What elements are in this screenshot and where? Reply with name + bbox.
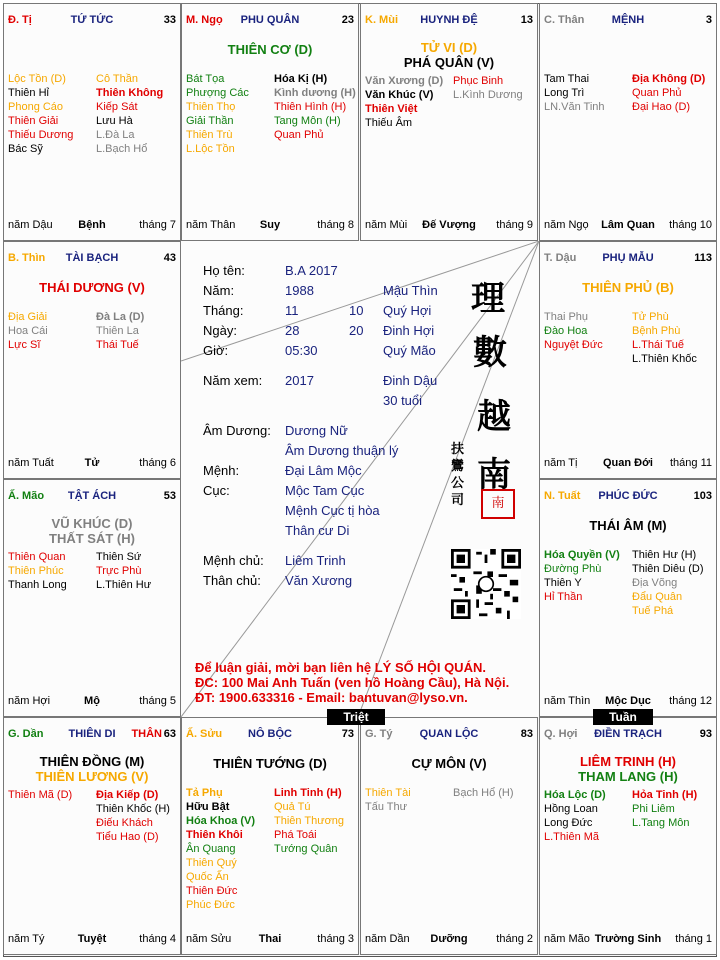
minor-star: Tướng Quân (274, 843, 338, 855)
minor-star: Phi Liêm (632, 803, 675, 815)
branch-label: G. Tý (365, 728, 393, 740)
info-label: Ngày: (203, 323, 237, 338)
palace-footer (365, 219, 533, 232)
minor-star: Thiên Quý (186, 857, 237, 869)
palace-score: 53 (163, 490, 176, 502)
branch-label: C. Thân (544, 14, 585, 26)
palace-cell-suu[interactable] (181, 717, 359, 955)
seal-char: 司 (451, 493, 465, 508)
palace-year: năm Thân (186, 219, 236, 231)
palace-footer (544, 933, 712, 946)
nam-xem-value: 2017 (285, 373, 314, 388)
minor-stars-left (186, 72, 272, 156)
minor-stars-right (96, 550, 181, 592)
seal-small-text (451, 441, 465, 509)
palace-footer (186, 933, 354, 946)
minor-stars-left (544, 788, 630, 844)
palace-footer (544, 695, 712, 708)
minor-star: Thiếu Dương (8, 129, 74, 141)
minor-star: L.Kình Dương (453, 89, 523, 101)
palace-month: tháng 3 (317, 933, 354, 945)
minor-star: Văn Khúc (V) (365, 89, 434, 101)
info-label: Họ tên: (203, 263, 245, 278)
palace-name: PHỤ MẪU (602, 252, 654, 264)
palace-month: tháng 7 (139, 219, 176, 231)
palace-month: tháng 2 (496, 933, 533, 945)
minor-star: L.Bạch Hổ (96, 143, 148, 155)
major-star: THÁI ÂM (M) (589, 518, 667, 533)
minor-star: Hoa Cái (8, 325, 48, 337)
minor-star: Thiên Đức (186, 885, 238, 897)
minor-star: Tang Môn (H) (274, 115, 341, 127)
palace-phase: Lâm Quan (601, 219, 655, 231)
minor-star: L.Tang Môn (632, 817, 690, 829)
minor-star: Hữu Bật (186, 801, 230, 813)
minor-star: Bác Sỹ (8, 143, 43, 155)
info-solar: B.A 2017 (285, 263, 338, 278)
minor-star: Long Đức (544, 817, 593, 829)
minor-star: Kình dương (H) (274, 87, 356, 99)
palace-name: TÀI BẠCH (65, 252, 119, 264)
minor-star: Địa Không (D) (632, 73, 706, 85)
palace-name: TẬT ÁCH (67, 490, 117, 502)
minor-star: Thiên Thương (274, 815, 345, 827)
palace-name: MỆNH (611, 14, 645, 26)
info-canchi: Đinh Hợi (383, 323, 435, 338)
palace-footer (544, 219, 712, 232)
palace-cell-thin[interactable] (3, 241, 181, 479)
minor-star: Hóa Kị (H) (274, 73, 328, 85)
palace-name: QUAN LỘC (419, 728, 479, 740)
palace-cell-ngo[interactable] (181, 3, 359, 241)
info-canchi: Quý Hợi (383, 303, 432, 318)
palace-year: năm Hợi (8, 695, 51, 707)
palace-month: tháng 10 (669, 219, 712, 231)
minor-star: Hỉ Thần (544, 591, 583, 603)
seal-char: 鸞 (451, 459, 465, 474)
info-label: Giờ: (203, 343, 229, 358)
contact-line-2: ĐC: 100 Mai Anh Tuấn (ven hồ Hoàng Cầu), Hà Nội. (195, 675, 510, 690)
contact-line-1: Để luận giải, mời bạn liên hệ LÝ SỐ HỘI QUÁN. (195, 660, 486, 675)
qr-code-icon[interactable] (451, 549, 521, 619)
minor-star: Thiên Khôi (186, 829, 243, 841)
branch-label: B. Thìn (8, 252, 46, 264)
minor-stars-left (544, 310, 630, 352)
palace-header (8, 14, 176, 28)
palace-header (8, 490, 176, 504)
minor-star: Đà La (D) (96, 311, 145, 323)
palace-cell-mao[interactable] (3, 479, 181, 717)
major-star: THIÊN TƯỚNG (D) (213, 756, 327, 771)
branch-label: M. Ngọ (186, 14, 223, 26)
info-canchi: Quý Mão (383, 343, 436, 358)
minor-star: Thiên Hỉ (8, 87, 49, 99)
calligraphy-4: 南 (477, 455, 511, 495)
major-star: VŨ KHÚC (D) (51, 516, 133, 531)
info-label: Năm: (203, 283, 235, 298)
minor-star: L.Thiên Khốc (632, 353, 697, 365)
minor-star: Thiên Mã (D) (8, 789, 73, 801)
palace-cell-ty[interactable] (360, 717, 538, 955)
palace-phase: Mộc Dục (605, 695, 651, 707)
major-star: THÁI DƯƠNG (V) (39, 280, 145, 295)
minor-star: Quốc Ấn (186, 871, 229, 883)
minor-stars-right (453, 786, 538, 800)
minor-stars-right (632, 72, 717, 114)
minor-star: Bạch Hổ (H) (453, 787, 514, 799)
minor-stars-left (8, 788, 94, 802)
contact-block (195, 660, 509, 705)
triet-marker: Triệt (327, 709, 385, 725)
minor-star: Tả Phụ (186, 787, 223, 799)
palace-name: PHÚC ĐỨC (598, 490, 658, 502)
seal-char: 公 (451, 476, 465, 491)
minor-star: Thiên Hư (H) (632, 549, 697, 561)
red-seal-stamp: 南 (481, 489, 515, 519)
minor-star: Thái Tuế (96, 339, 139, 351)
info-solar: 28 (285, 323, 300, 338)
minor-star: Thiên Không (96, 87, 164, 99)
major-star: THIÊN LƯƠNG (V) (35, 769, 149, 784)
minor-star: Nguyệt Đức (544, 339, 603, 351)
am-duong-label: Âm Dương: (203, 423, 271, 438)
palace-phase: Mộ (84, 695, 100, 707)
minor-stars-right (453, 74, 538, 102)
palace-month: tháng 8 (317, 219, 354, 231)
minor-star: Tam Thai (544, 73, 590, 85)
minor-star: Thiên Phúc (8, 565, 64, 577)
branch-label: N. Tuất (544, 490, 581, 502)
palace-footer (544, 457, 712, 470)
palace-year: năm Mão (544, 933, 590, 945)
minor-stars-left (8, 550, 94, 592)
minor-star: Thai Phụ (544, 311, 589, 323)
major-star: THẤT SÁT (H) (49, 531, 135, 546)
center-info-panel (181, 241, 539, 717)
tuan-marker: Tuần (593, 709, 653, 725)
palace-cell-dan[interactable] (3, 717, 181, 955)
minor-star: Thiên Quan (8, 551, 66, 563)
calligraphy-1: 理 (471, 279, 505, 319)
nam-xem-canchi: Đinh Dậu (383, 373, 438, 388)
minor-stars-left (544, 72, 630, 114)
minor-star: Đường Phù (544, 563, 602, 575)
minor-star: Lưu Hà (96, 115, 133, 127)
palace-year: năm Dần (365, 933, 410, 945)
palace-footer (365, 933, 533, 946)
cuc-relation: Mệnh Cục tị hòa (285, 503, 380, 518)
palace-name: TỨ TỨC (70, 14, 114, 26)
major-star: THIÊN PHỦ (B) (582, 280, 674, 295)
palace-score: 113 (694, 252, 712, 264)
minor-stars-right (632, 548, 717, 618)
palace-header (544, 728, 712, 742)
palace-footer (186, 219, 354, 232)
menh-value: Đại Lâm Mộc (285, 463, 362, 478)
minor-stars-right (274, 786, 359, 856)
palace-phase: Thai (258, 933, 282, 945)
minor-star: Hóa Quyền (V) (544, 549, 620, 561)
minor-star: Thiên Sứ (96, 551, 142, 563)
minor-star: Phúc Đức (186, 899, 235, 911)
age-text: 30 tuổi (383, 393, 423, 408)
palace-score: 43 (163, 252, 176, 264)
minor-stars-left (8, 310, 94, 352)
palace-score: 63 (163, 728, 176, 740)
minor-stars-right (96, 788, 181, 844)
palace-year: năm Tý (8, 933, 45, 945)
minor-star: Hóa Lộc (D) (544, 789, 606, 801)
info-solar: 05:30 (285, 343, 318, 358)
minor-star: Thiên Tài (365, 787, 411, 799)
seal-char: 扶 (451, 442, 465, 457)
menh-label: Mệnh: (203, 463, 240, 478)
minor-star: Thiên Diêu (D) (632, 563, 704, 575)
minor-star: Phục Binh (453, 75, 504, 87)
palace-score: 13 (520, 14, 533, 26)
info-lunar: 20 (349, 323, 364, 338)
palace-phase: Tuyệt (77, 933, 107, 945)
minor-star: L.Thiên Hư (96, 579, 152, 591)
minor-star: Hỏa Tinh (H) (632, 789, 698, 801)
palace-name: ĐIỀN TRẠCH (594, 728, 662, 740)
minor-star: Cô Thần (96, 73, 138, 85)
cuc-value: Mộc Tam Cục (285, 483, 365, 498)
minor-star: Điếu Khách (96, 817, 153, 829)
minor-star: Thiên Y (544, 577, 582, 589)
palace-phase: Đế Vượng (422, 219, 476, 231)
palace-phase: Trường Sinh (594, 933, 662, 945)
minor-star: Phong Cáo (8, 101, 64, 113)
minor-star: Lộc Tồn (D) (8, 73, 66, 85)
palace-year: năm Thìn (544, 695, 591, 707)
branch-label: T. Dậu (544, 252, 577, 264)
minor-star: Địa Kiếp (D) (96, 789, 159, 801)
info-lunar: 10 (349, 303, 364, 318)
palace-score: 73 (341, 728, 354, 740)
info-label: Tháng: (203, 303, 244, 318)
minor-star: Hồng Loan (544, 803, 598, 815)
minor-star: Tử Phù (632, 311, 669, 323)
palace-month: tháng 6 (139, 457, 176, 469)
palace-header (186, 14, 354, 28)
am-duong-note: Âm Dương thuận lý (285, 443, 399, 458)
minor-stars-left (8, 72, 94, 156)
palace-header (365, 728, 533, 742)
palace-cell-ti[interactable] (3, 3, 181, 241)
minor-star: Lực Sĩ (8, 339, 41, 351)
minor-stars-right (96, 310, 181, 352)
branch-label: Q. Hợi (544, 728, 578, 740)
palace-phase: Bệnh (78, 219, 106, 231)
minor-star: Thiên Giải (8, 115, 59, 127)
minor-star: Thiên Khốc (H) (96, 803, 170, 815)
cuc-label: Cục: (203, 483, 230, 498)
minor-stars-left (186, 786, 272, 912)
info-solar: 1988 (285, 283, 314, 298)
minor-star: LN.Văn Tinh (544, 101, 605, 113)
minor-star: Hóa Khoa (V) (186, 815, 256, 827)
minor-star: Địa Giải (8, 311, 48, 323)
palace-name: HUYNH ĐỆ (420, 14, 478, 26)
major-star: PHÁ QUÂN (V) (403, 55, 495, 70)
palace-cell-than[interactable] (539, 3, 717, 241)
info-canchi: Mậu Thìn (383, 283, 438, 298)
palace-phase: Tử (84, 457, 100, 469)
palace-footer (8, 219, 176, 232)
minor-star: Thanh Long (8, 579, 67, 591)
minor-stars-right (274, 72, 359, 142)
minor-star: Tuế Phá (632, 605, 674, 617)
than-chu-value: Văn Xương (285, 573, 353, 588)
minor-star: L.Lộc Tồn (186, 143, 235, 155)
info-solar: 11 (285, 303, 299, 318)
minor-star: L.Thiên Mã (544, 831, 600, 843)
minor-star: L.Đà La (96, 129, 135, 141)
palace-header (8, 252, 176, 266)
palace-year: năm Mùi (365, 219, 408, 231)
minor-star: Thiên Việt (365, 103, 418, 115)
palace-score: 93 (699, 728, 712, 740)
palace-month: tháng 11 (669, 457, 712, 469)
minor-stars-right (632, 788, 717, 830)
palace-name: NÔ BỘC (248, 728, 292, 740)
menh-chu-value: Liêm Trinh (285, 553, 346, 568)
palace-header (8, 728, 176, 742)
major-star: THIÊN ĐỒNG (M) (39, 754, 145, 769)
minor-star: Phá Toái (274, 829, 317, 841)
calligraphy-3: 越 (477, 397, 511, 437)
calligraphy-2: 數 (473, 333, 507, 373)
menh-chu-label: Mệnh chủ: (203, 553, 264, 568)
branch-label: G. Dần (8, 728, 44, 740)
minor-star: Kiếp Sát (96, 101, 138, 113)
major-star: THAM LANG (H) (578, 769, 678, 784)
palace-header (544, 252, 712, 266)
palace-score: 33 (163, 14, 176, 26)
minor-star: Thiên Trù (186, 129, 233, 141)
palace-phase: Quan Đới (603, 457, 653, 469)
than-cu: Thân cư Di (285, 523, 350, 538)
minor-stars-right (96, 72, 181, 156)
minor-star: Thiếu Âm (365, 117, 413, 129)
minor-star: Bát Tọa (186, 73, 225, 85)
minor-star: Thiên La (96, 325, 139, 337)
palace-footer (8, 933, 176, 946)
am-duong-value: Dương Nữ (285, 423, 348, 438)
palace-month: tháng 5 (139, 695, 176, 707)
minor-star: Văn Xương (D) (365, 75, 444, 87)
palace-score: 103 (693, 490, 712, 502)
minor-star: Quả Tú (274, 801, 311, 813)
palace-month: tháng 9 (496, 219, 533, 231)
minor-star: Giải Thần (186, 115, 234, 127)
branch-label: K. Mùi (365, 14, 398, 26)
minor-stars-left (365, 74, 451, 130)
palace-footer (8, 695, 176, 708)
palace-cell-dau[interactable] (539, 241, 717, 479)
palace-month: tháng 12 (669, 695, 712, 707)
minor-star: Linh Tinh (H) (274, 787, 342, 799)
minor-stars-right (632, 310, 717, 366)
major-star: CỰ MÔN (V) (411, 756, 487, 771)
branch-label: Đ. Tị (8, 14, 32, 26)
major-star: THIÊN CƠ (D) (227, 42, 313, 57)
palace-phase: Suy (259, 219, 281, 231)
minor-stars-left (365, 786, 451, 814)
minor-star: Phượng Các (186, 87, 249, 99)
minor-star: Thiên Hình (H) (274, 101, 347, 113)
palace-name: PHU QUÂN (240, 14, 300, 26)
minor-star: L.Thái Tuế (632, 339, 684, 351)
palace-header (186, 728, 354, 742)
minor-star: Bệnh Phù (632, 325, 681, 337)
palace-year: năm Tuất (8, 457, 54, 469)
palace-year: năm Ngọ (544, 219, 589, 231)
palace-cell-tuat[interactable] (539, 479, 717, 717)
major-star: TỬ VI (D) (420, 40, 478, 55)
palace-year: năm Tị (544, 457, 578, 469)
branch-label: Ấ. Sửu (186, 728, 223, 740)
palace-score: 83 (520, 728, 533, 740)
palace-month: tháng 4 (139, 933, 176, 945)
palace-month: tháng 1 (675, 933, 712, 945)
minor-stars-left (544, 548, 630, 604)
palace-cell-hoi[interactable] (539, 717, 717, 955)
minor-star: Long Trì (544, 87, 585, 99)
minor-star: Địa Võng (632, 577, 678, 589)
minor-star: Thiên Thọ (186, 101, 236, 113)
minor-star: Đại Hao (D) (632, 101, 691, 113)
minor-star: Quan Phủ (632, 87, 682, 99)
than-marker: THÂN (131, 728, 162, 740)
palace-header (365, 14, 533, 28)
palace-header (544, 14, 712, 28)
palace-footer (8, 457, 176, 470)
palace-cell-mui[interactable] (360, 3, 538, 241)
minor-star: Tiểu Hao (D) (96, 831, 159, 843)
branch-label: Ấ. Mão (8, 490, 45, 502)
palace-header (544, 490, 712, 504)
minor-star: Quan Phủ (274, 129, 324, 141)
palace-phase: Dưỡng (430, 933, 468, 945)
minor-star: Tấu Thư (365, 801, 408, 813)
palace-year: năm Dậu (8, 219, 53, 231)
palace-score: 23 (341, 14, 354, 26)
contact-line-3: ĐT: 1900.633316 - Email: bantuvan@lyso.vn. (195, 690, 468, 705)
minor-star: Trực Phù (96, 565, 142, 577)
palace-score: 3 (705, 14, 712, 26)
minor-star: Ân Quang (186, 843, 236, 855)
nam-xem-label: Năm xem: (203, 373, 263, 388)
palace-name: THIÊN DI (68, 728, 116, 740)
minor-star: Đào Hoa (544, 325, 588, 337)
minor-star: Đẩu Quân (632, 591, 683, 603)
than-chu-label: Thân chủ: (203, 573, 261, 588)
major-star: LIÊM TRINH (H) (579, 754, 677, 769)
palace-year: năm Sửu (186, 933, 232, 945)
